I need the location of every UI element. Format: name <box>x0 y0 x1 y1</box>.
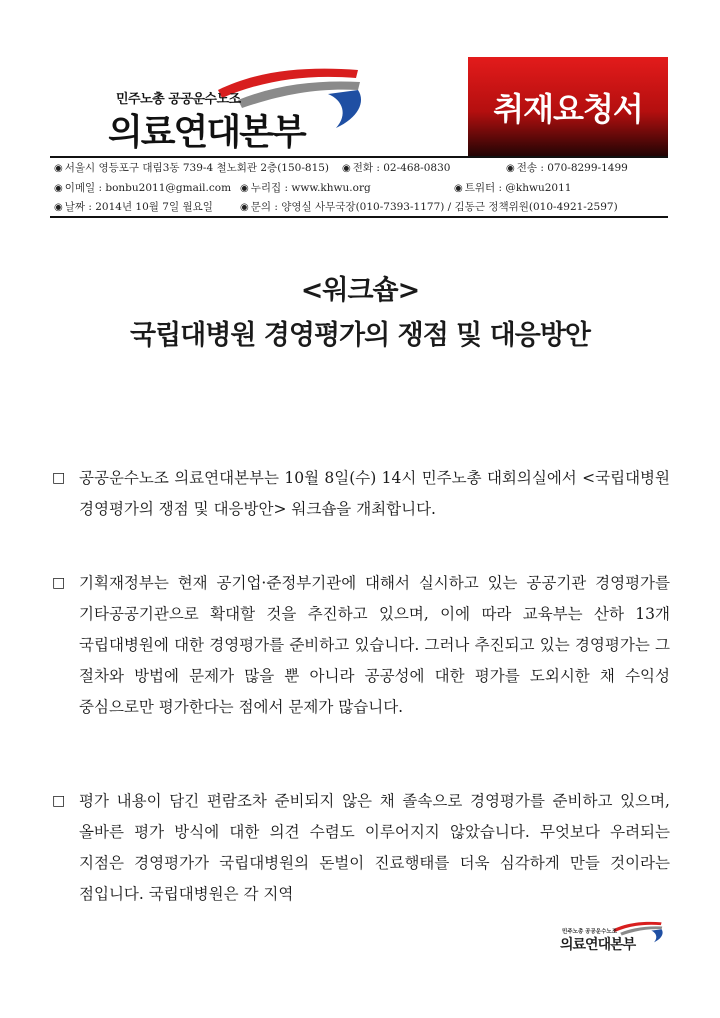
paragraph-text: 기획재정부는 현재 공기업·준정부기관에 대해서 실시하고 있는 공공기관 경영평가를 기타공공기관으로 확대할 것을 추진하고 있으며, 이에 따라 교육부는 산하 13개 국립대병원에 대한 경영평가를 준비하고 있습니다. 그러나 추진되고 있는 경영평가는 그 절차와 방법에 문제가 많을 뿐 아니라 공공성에 대한 평가를 도외시한 채 수익성 중심으로만 평가한다는 점에서 문제가 많습니다. <box>79 574 670 716</box>
document-subtitle: <워크숍> <box>300 275 420 306</box>
circle-dot-icon: ◉ <box>240 202 249 213</box>
info-fax: ◉ 전송 : 070-8299-1499 <box>506 162 628 174</box>
circle-dot-icon: ◉ <box>54 202 63 213</box>
info-row-2 <box>50 180 680 198</box>
info-email: ◉ 이메일 : bonbu2011@gmail.com <box>54 182 232 194</box>
paragraph-text: 평가 내용이 담긴 편람조차 준비되지 않은 채 졸속으로 경영평가를 준비하고 있으며, 올바른 평가 방식에 대한 의견 수렴도 이루어지지 않았습니다. 무엇보다 우려되는 지점은 경영평가가 국립대병원의 돈벌이 진료행태를 더욱 심각하게 만들 것이라는 점입니다. 국립대병원은 각 지역 <box>79 792 670 903</box>
document-title: 국립대병원 경영평가의 쟁점 및 대응방안 <box>130 320 590 351</box>
footer-logo-org-small: 민주노총 공공운수노조 <box>562 929 618 935</box>
info-row-3 <box>50 199 680 217</box>
square-bullet-icon: □ <box>52 470 66 486</box>
press-request-label: 취재요청서 <box>493 89 643 128</box>
circle-dot-icon: ◉ <box>54 163 63 174</box>
press-request-badge <box>468 57 668 156</box>
paragraph-3 <box>52 786 670 910</box>
info-row-1 <box>50 160 680 178</box>
circle-dot-icon: ◉ <box>54 183 63 194</box>
info-contact: ◉ 문의 : 양영실 사무국장(010-7393-1177) / 김동근 정책위원(010-4921-2597) <box>240 201 618 213</box>
square-bullet-icon: □ <box>52 793 66 809</box>
paragraph-2 <box>52 568 670 723</box>
info-date: ◉ 날짜 : 2014년 10월 7일 월요일 <box>54 201 213 213</box>
circle-dot-icon: ◉ <box>240 183 249 194</box>
footer-logo <box>560 918 670 958</box>
info-address: ◉ 서울시 영등포구 대림3동 739-4 철노회관 2층(150-815) <box>54 162 330 174</box>
square-bullet-icon: □ <box>52 575 66 591</box>
logo-org-name: 의료연대본부 <box>108 112 305 153</box>
info-phone: ◉ 전화 : 02-468-0830 <box>342 162 451 174</box>
circle-dot-icon: ◉ <box>342 163 351 174</box>
paragraph-text: 공공운수노조 의료연대본부는 10월 8일(수) 14시 민주노총 대회의실에서 <국립대병원 경영평가의 쟁점 및 대응방안> 워크숍을 개최합니다. <box>79 469 670 518</box>
header-divider-top <box>50 156 668 158</box>
logo-org-small: 민주노총 공공운수노조 <box>116 92 241 107</box>
footer-logo-org-name: 의료연대본부 <box>560 937 636 953</box>
info-twitter: ◉ 트위터 : @khwu2011 <box>454 182 572 194</box>
circle-dot-icon: ◉ <box>454 183 463 194</box>
circle-dot-icon: ◉ <box>506 163 515 174</box>
info-website: ◉ 누리집 : www.khwu.org <box>240 182 371 194</box>
header-logo <box>108 60 368 153</box>
header-divider-bottom <box>50 216 668 218</box>
paragraph-1 <box>52 463 670 525</box>
